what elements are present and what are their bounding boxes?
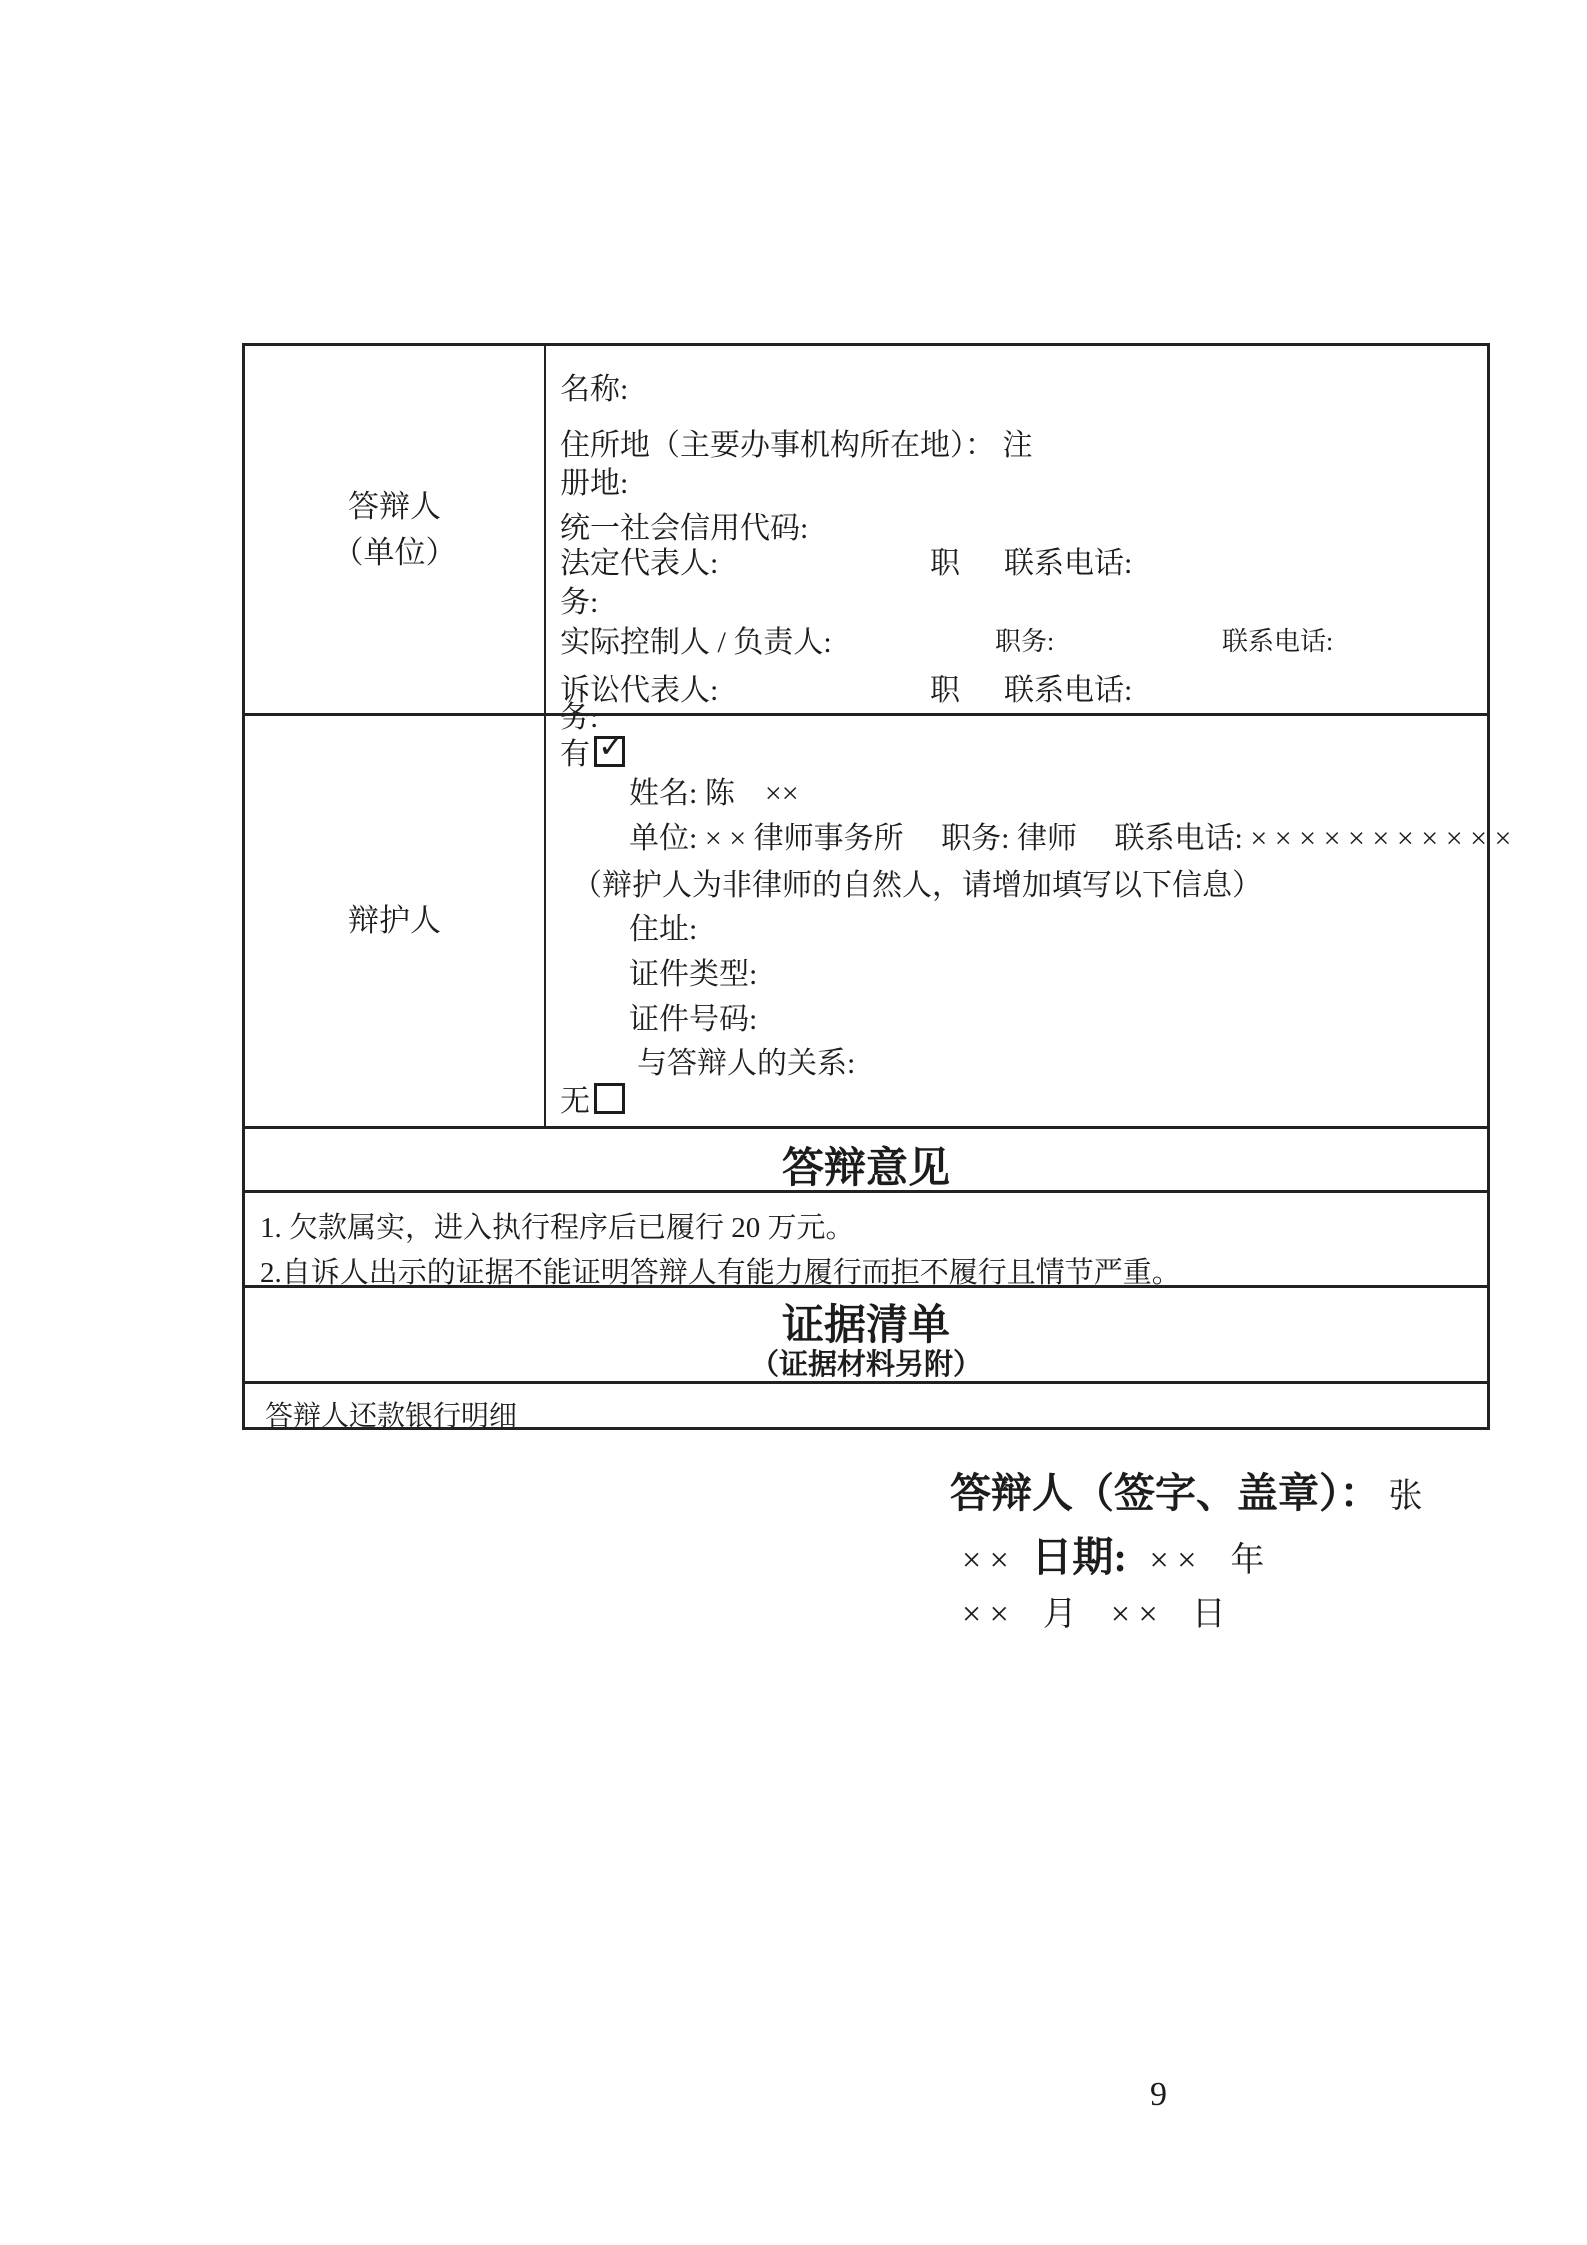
has-defender-checkbox-checked [594, 727, 625, 767]
defender-note: （辩护人为非律师的自然人，请增加填写以下信息） [572, 869, 1262, 902]
date-month-day: × × 月 × × 日 [962, 1596, 1226, 1633]
defender-employer: 单位: × × 律师事务所 职务: 律师 联系电话: × × × × × × × × × × × [629, 822, 1512, 855]
date-label: 日期: [1031, 1534, 1128, 1580]
opinion-body-row [245, 1190, 1487, 1289]
defender-none-label: 无 [560, 1085, 590, 1118]
field-lit-rep: 诉讼代表人: [560, 674, 719, 707]
defender-none-line [560, 1076, 1481, 1120]
evidence-title: 证据清单 [781, 1303, 950, 1349]
respondent-unit-label-line2: （单位） [332, 534, 457, 570]
defender-has-label: 有 [560, 738, 590, 771]
signature-line-2 [962, 1524, 1264, 1583]
field-lit-rep-post-cont: 务: [560, 701, 599, 734]
reply-form-table [242, 343, 1512, 1432]
opinion-item-1: 1. 欠款属实，进入执行程序后已履行 20 万元。 [260, 1212, 855, 1244]
defender-has-line [560, 729, 1481, 773]
field-name: 名称: [560, 373, 629, 406]
respondent-unit-label-line1: 答辩人 [348, 488, 441, 524]
defender-name: 姓名: 陈 ×× [629, 777, 799, 810]
defender-address: 住址: [629, 913, 698, 946]
defender-label-cell [245, 716, 546, 1126]
field-controller-phone: 联系电话: [1222, 627, 1334, 656]
opinion-header-row [245, 1126, 1487, 1190]
field-legal-rep-line [560, 538, 1481, 582]
check-mark-icon: ✓ [598, 727, 625, 765]
evidence-item: 答辩人还款银行明细 [265, 1401, 518, 1432]
defender-id-number: 证件号码: [629, 1003, 758, 1036]
defender-id-type: 证件类型: [629, 958, 758, 991]
field-residence-cont: 册地: [560, 467, 629, 500]
field-controller-post: 职务: [995, 627, 1055, 656]
signature-name: 张 [1388, 1478, 1423, 1515]
defender-row [245, 713, 1512, 1126]
page-number: 9 [1150, 2076, 1167, 2113]
field-legal-rep-phone: 联系电话: [1004, 547, 1133, 580]
field-residence: 住所地（主要办事机构所在地）： 注 [560, 429, 1033, 462]
no-defender-checkbox-empty [594, 1083, 625, 1114]
field-controller-line [560, 617, 1481, 661]
signature-line-3 [962, 1586, 1226, 1635]
defender-fields [546, 716, 1512, 1126]
defender-relationship: 与答辩人的关系: [637, 1047, 856, 1080]
field-legal-rep: 法定代表人: [560, 547, 719, 580]
signature-line-1 [950, 1460, 1423, 1519]
respondent-unit-fields [546, 346, 1487, 734]
respondent-unit-label-cell [245, 346, 546, 713]
date-year: × × 年 [1149, 1542, 1265, 1579]
field-legal-rep-post-cont: 务: [560, 586, 599, 619]
field-lit-rep-post: 职 [930, 674, 960, 707]
field-legal-rep-post: 职 [930, 547, 960, 580]
evidence-header-row [245, 1285, 1487, 1381]
field-credit-code: 统一社会信用代码: [560, 512, 809, 545]
evidence-item-row [245, 1381, 1487, 1430]
signature-label: 答辩人（签字、盖章）： [950, 1470, 1381, 1516]
field-controller: 实际控制人 / 负责人: [560, 626, 832, 659]
respondent-unit-row [245, 346, 1487, 734]
field-lit-rep-phone: 联系电话: [1004, 674, 1133, 707]
opinion-title: 答辩意见 [781, 1146, 950, 1192]
signature-name-cont: × × [962, 1542, 1009, 1579]
opinion-item-2: 2.自诉人出示的证据不能证明答辩人有能力履行而拒不履行且情节严重。 [260, 1257, 1181, 1289]
evidence-subtitle: （证据材料另附） [749, 1349, 982, 1381]
defender-label: 辩护人 [348, 903, 441, 938]
